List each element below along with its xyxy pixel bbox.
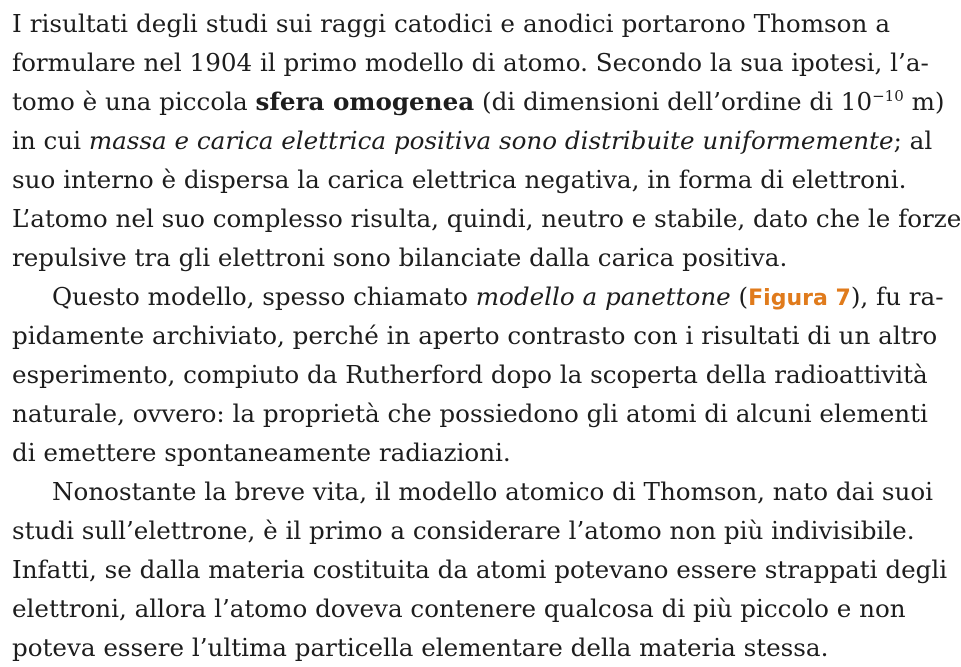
exponent: −10 (872, 87, 904, 105)
text-line: suo interno è dispersa la carica elettrica negativa, in forma di elettroni. (12, 165, 907, 194)
text-line: studi sull’elettrone, è il primo a considerare l’atomo non più indivisibile. (12, 516, 915, 545)
text-line: L’atomo nel suo complesso risulta, quindi, neutro e stabile, dato che le forze (12, 204, 961, 233)
figure-reference-link[interactable]: Figura 7 (748, 286, 851, 311)
text-line: pidamente archiviato, perché in aperto contrasto con i risultati di un altro (12, 321, 938, 350)
text-line: formulare nel 1904 il primo modello di atomo. Secondo la sua ipotesi, l’a- (12, 48, 929, 77)
text-line: elettroni, allora l’atomo doveva contenere qualcosa di più piccolo e non (12, 594, 906, 623)
paragraph-3 (12, 472, 948, 667)
text-line: naturale, ovvero: la proprietà che possiedono gli atomi di alcuni elementi (12, 399, 928, 428)
text-body (12, 4, 961, 667)
text-line: tomo è una piccola sfera omogenea (di dimensioni dell’ordine di $10^{-10}$ m) (12, 87, 945, 116)
text-line: di emettere spontaneamente radiazioni. (12, 438, 511, 467)
text-line: Nonostante la breve vita, il modello atomico di Thomson, nato dai suoi (52, 477, 934, 506)
text-line: repulsive tra gli elettroni sono bilanciate dalla carica positiva. (12, 243, 788, 272)
text-line: Questo modello, spesso chiamato modello a panettone (Figura 7), fu ra- (52, 282, 944, 311)
paragraph-1 (12, 4, 961, 277)
text-line: in cui massa e carica elettrica positiva sono distribuite uniformemente; al (12, 126, 933, 155)
bold-term: sfera omogenea (255, 87, 475, 116)
text-line: I risultati degli studi sui raggi catodici e anodici portarono Thomson a (12, 9, 890, 38)
text-line: esperimento, compiuto da Rutherford dopo la scoperta della radioattività (12, 360, 928, 389)
text-line: poteva essere l’ultima particella elementare della materia stessa. (12, 633, 829, 662)
paragraph-2 (12, 277, 944, 472)
italic-phrase: modello a panettone (475, 282, 731, 311)
italic-phrase: massa e carica elettrica positiva sono distribuite uniformemente (88, 126, 894, 155)
text-line: Infatti, se dalla materia costituita da atomi potevano essere strappati degli (12, 555, 948, 584)
